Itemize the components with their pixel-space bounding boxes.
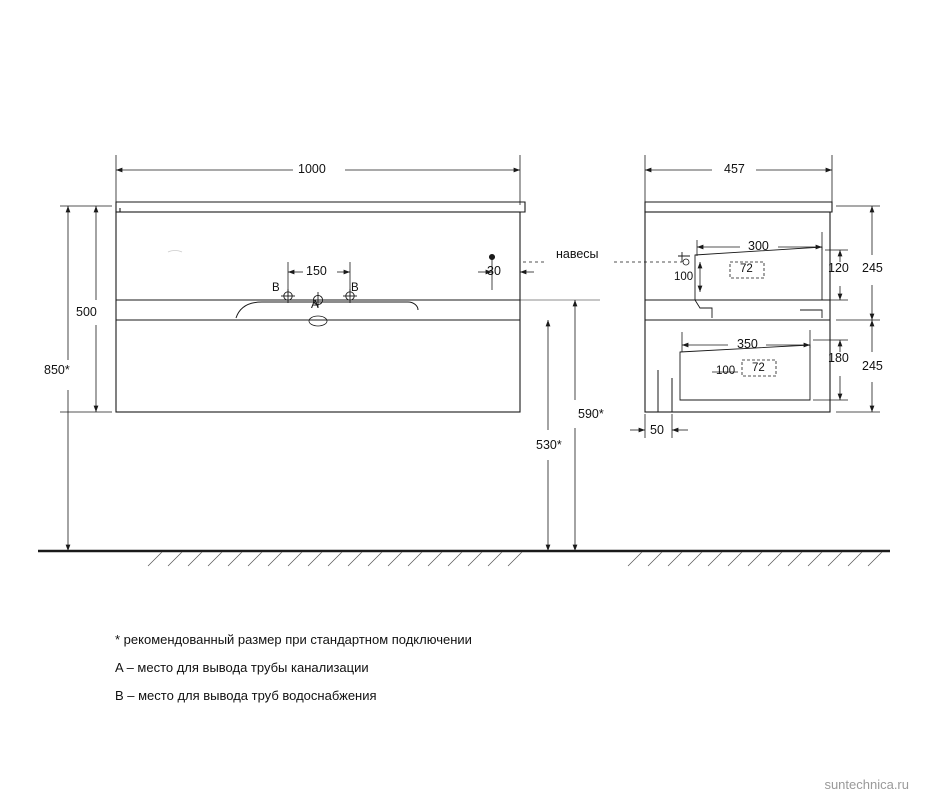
front-width-dimension-label: 1000 bbox=[298, 162, 326, 176]
upper-section-total-label: 245 bbox=[862, 261, 883, 275]
side-view-cabinet bbox=[645, 202, 832, 412]
marker-b-left-label: B bbox=[272, 282, 280, 294]
upper-left-dimension-label: 100 bbox=[674, 271, 694, 283]
lower-drawer-height-label: 180 bbox=[828, 351, 849, 365]
side-depth-dimension-label: 457 bbox=[724, 162, 745, 176]
side-view-dimensions bbox=[630, 155, 880, 438]
note-line: B – место для вывода труб водоснабжения bbox=[115, 688, 377, 703]
note-line: * рекомендованный размер при стандартном подключении bbox=[115, 632, 472, 647]
note-line: A – место для вывода трубы канализации bbox=[115, 660, 369, 675]
marker-b-right-label: B bbox=[351, 282, 359, 294]
lower-drawer-width-label: 350 bbox=[737, 337, 758, 351]
upper-drawer-height-label: 120 bbox=[828, 261, 849, 275]
supply-height-dimension-label: 590* bbox=[578, 407, 604, 421]
drain-height-dimension-label: 530* bbox=[536, 438, 562, 452]
watermark: suntechnica.ru bbox=[824, 777, 909, 792]
lower-left-dimension-label: 100 bbox=[716, 365, 736, 377]
front-view-cabinet bbox=[116, 202, 525, 412]
upper-drawer-width-label: 300 bbox=[748, 239, 769, 253]
lower-section-total-label: 245 bbox=[862, 359, 883, 373]
tap-spacing-dimension-label: 150 bbox=[306, 264, 327, 278]
upper-inner-dimension-label: 72 bbox=[740, 263, 753, 275]
floor-line-and-hatching bbox=[38, 551, 890, 566]
marker-a-label: A bbox=[311, 299, 319, 311]
hanger-callout-label: навесы bbox=[556, 247, 599, 261]
front-view-dimensions bbox=[60, 155, 682, 551]
drawing-notes bbox=[115, 632, 715, 716]
edge-offset-dimension-label: 30 bbox=[487, 264, 501, 278]
lower-inner-dimension-label: 72 bbox=[752, 362, 765, 374]
front-height-dimension-label: 500 bbox=[76, 305, 97, 319]
front-total-height-dimension-label: 850* bbox=[44, 363, 70, 377]
foot-dimension-label: 50 bbox=[650, 423, 664, 437]
